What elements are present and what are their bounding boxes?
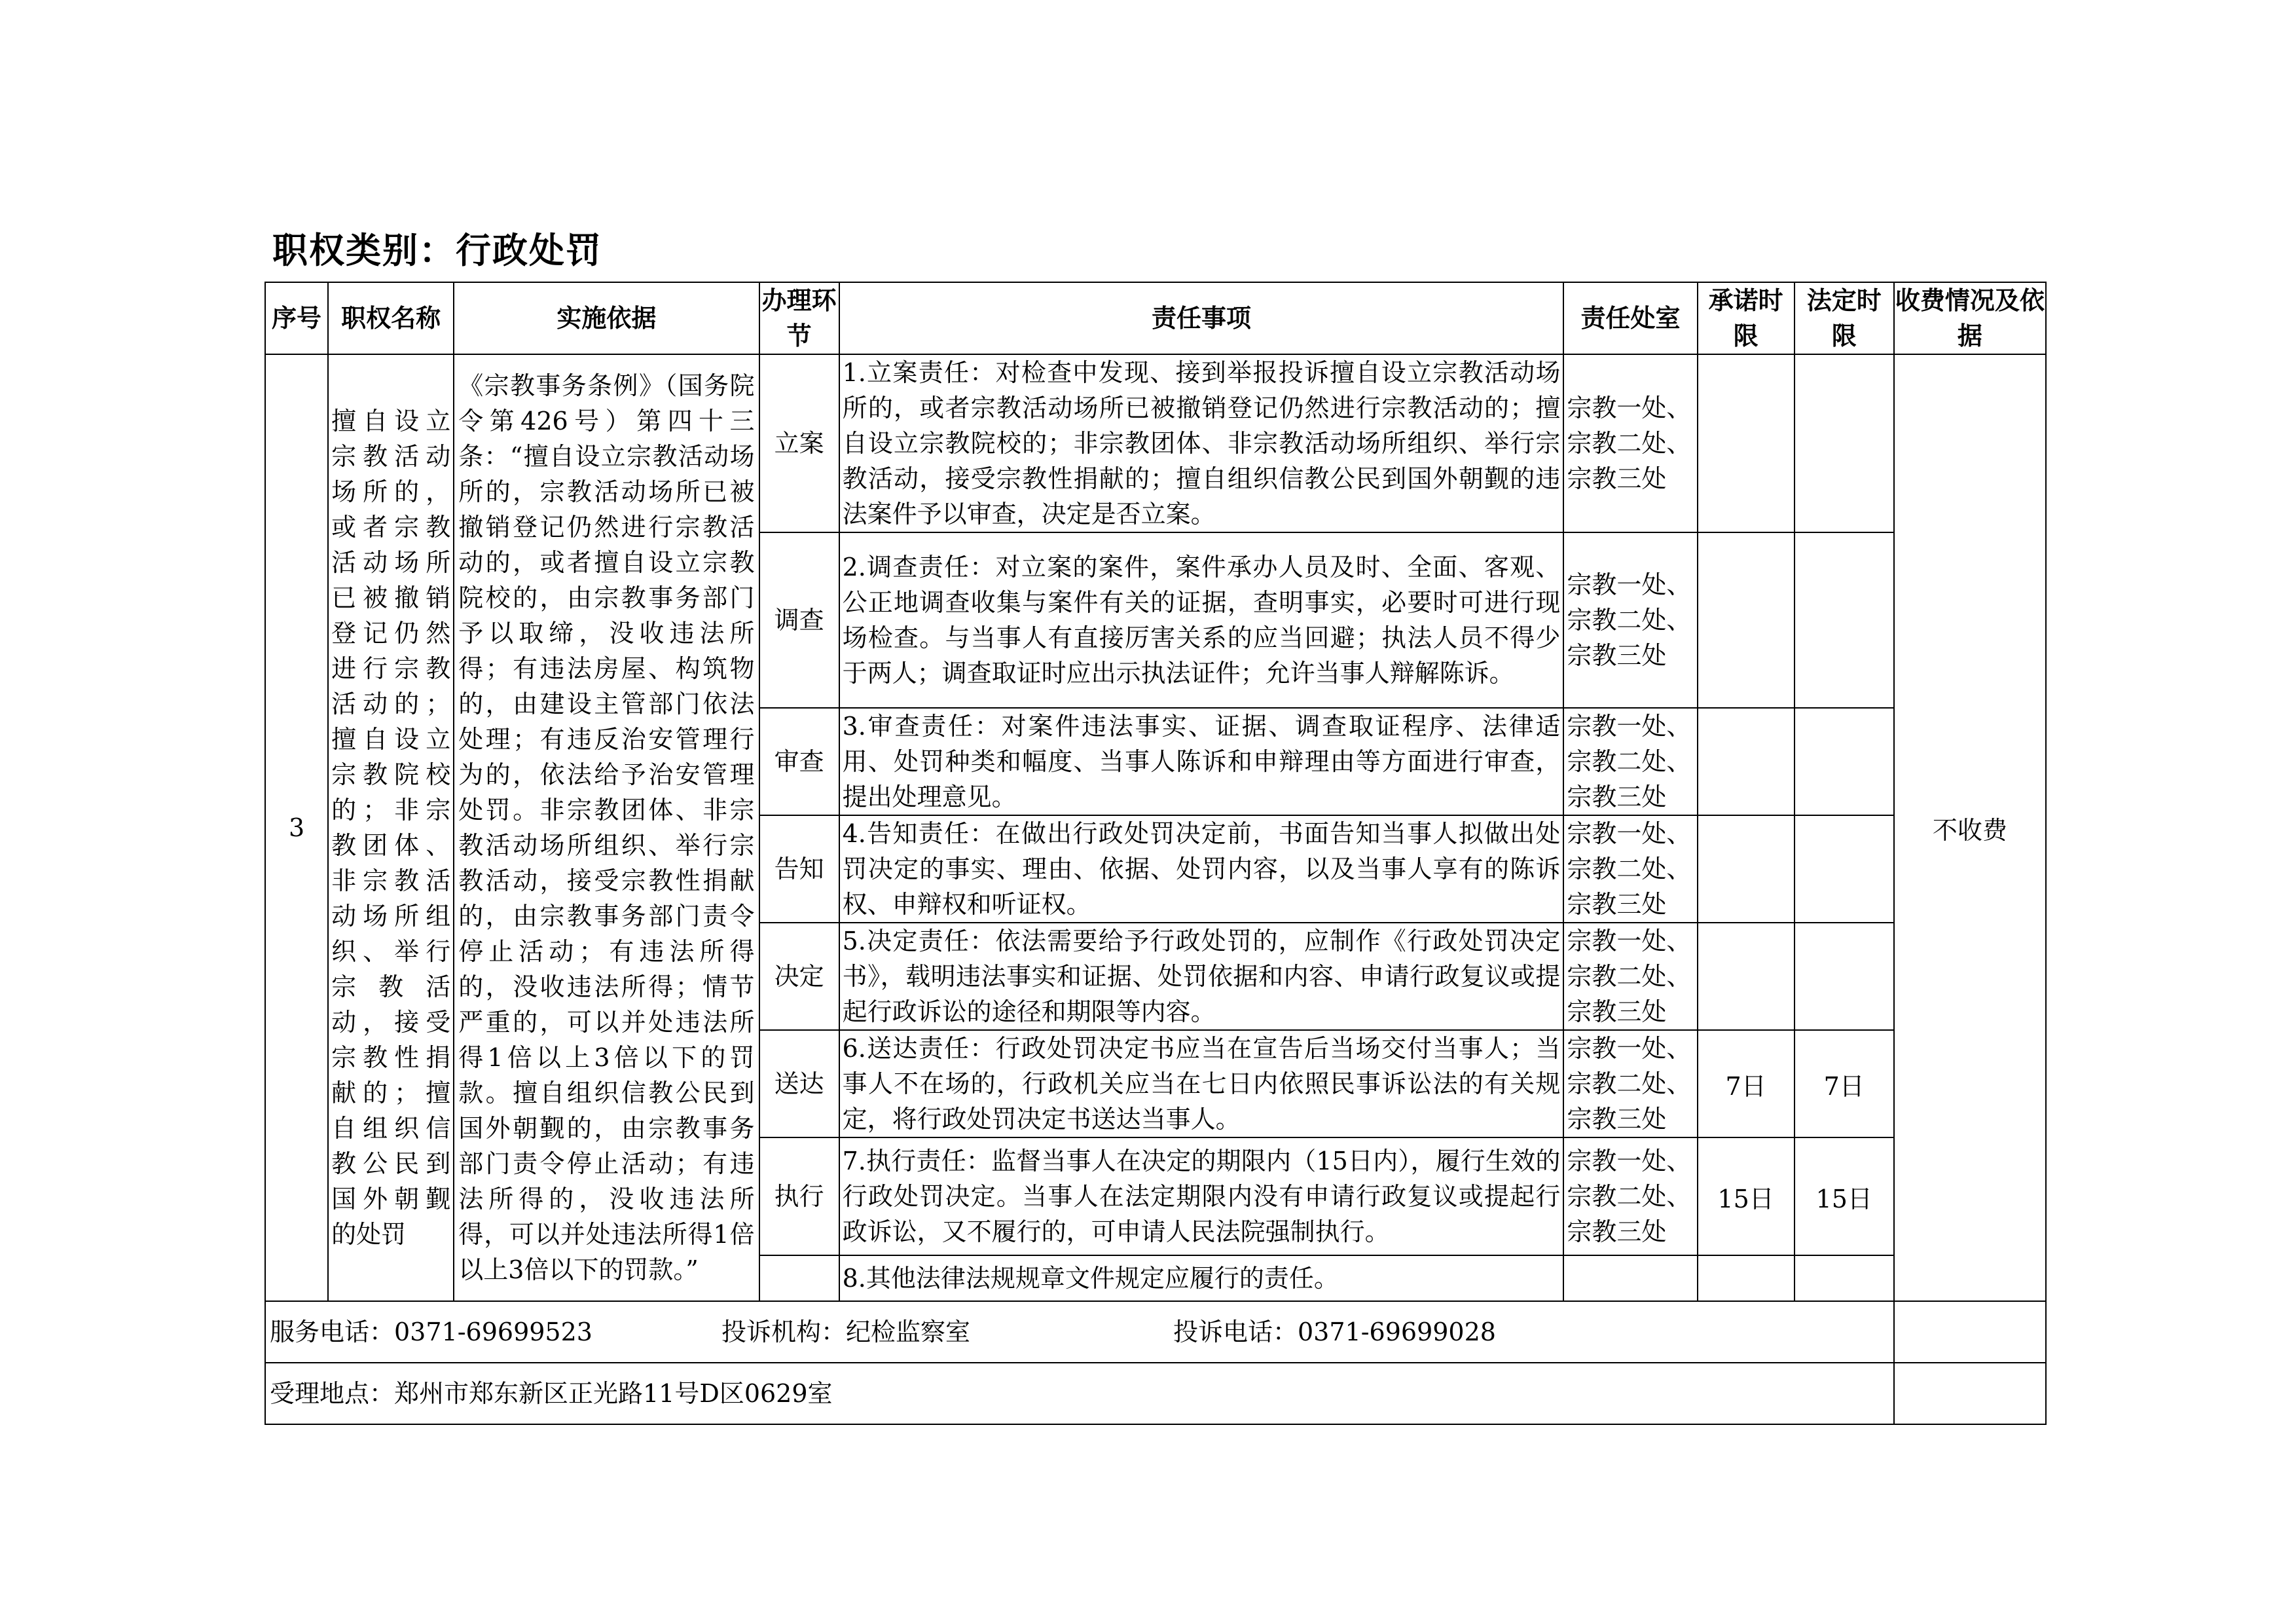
stage-label: [759, 1255, 839, 1301]
promised-limit: [1698, 708, 1795, 815]
footer-empty-cell: [1894, 1363, 2046, 1424]
header-item: 责任事项: [839, 282, 1564, 354]
footer-contact-row: [265, 1301, 2046, 1363]
footer-address-row: [265, 1363, 2046, 1424]
promised-limit: [1698, 532, 1795, 708]
authority-name: 擅自设立宗教活动场所的，或者宗教活动场所已被撤销登记仍然进行宗教活动的；擅自设立宗教院校的；非宗教团体、非宗教活动场所组织、举行宗教活动，接受宗教性捐献的；擅自组织信教公民到国外朝觐的处罚: [328, 354, 454, 1301]
responsible-office: 宗教一处、 宗教二处、 宗教三处: [1563, 1030, 1697, 1137]
stage-label: 执行: [759, 1137, 839, 1255]
stage-label: 调查: [759, 532, 839, 708]
header-stage: 办理环节: [759, 282, 839, 354]
stage-label: 告知: [759, 815, 839, 923]
responsibility-item: 4.告知责任：在做出行政处罚决定前，书面告知当事人拟做出处罚决定的事实、理由、依据、处罚内容，以及当事人享有的陈诉权、申辩权和听证权。: [839, 815, 1564, 923]
promised-limit: 7日: [1698, 1030, 1795, 1137]
legal-limit: [1795, 532, 1894, 708]
responsible-office: 宗教一处、 宗教二处、 宗教三处: [1563, 1137, 1697, 1255]
responsible-office: 宗教一处、 宗教二处、 宗教三处: [1563, 354, 1697, 532]
complaint-phone: 投诉电话：0371-69699028: [1173, 1318, 1496, 1346]
promised-limit: 15日: [1698, 1137, 1795, 1255]
responsibility-item: 1.立案责任：对检查中发现、接到举报投诉擅自设立宗教活动场所的，或者宗教活动场所已被撤销登记仍然进行宗教活动的；擅自设立宗教院校的；非宗教团体、非宗教活动场所组织、举行宗教活动，接受宗教性捐献的；擅自组织信教公民到国外朝觐的违法案件予以审查，决定是否立案。: [839, 354, 1564, 532]
header-seq: 序号: [265, 282, 328, 354]
stage-label: 决定: [759, 923, 839, 1030]
stage-label: 立案: [759, 354, 839, 532]
address-info: 受理地点：郑州市郑东新区正光路11号D区0629室: [265, 1363, 1894, 1424]
header-promised-limit: 承诺时限: [1698, 282, 1795, 354]
stage-label: 送达: [759, 1030, 839, 1137]
footer-empty-cell: [1894, 1301, 2046, 1363]
responsibility-item: 7.执行责任：监督当事人在决定的期限内（15日内），履行生效的行政处罚决定。当事人在法定期限内没有申请行政复议或提起行政诉讼，又不履行的，可申请人民法院强制执行。: [839, 1137, 1564, 1255]
header-fee: 收费情况及依据: [1894, 282, 2046, 354]
legal-limit: [1795, 1255, 1894, 1301]
responsibility-item: 2.调查责任：对立案的案件，案件承办人员及时、全面、客观、公正地调查收集与案件有关的证据，查明事实，必要时可进行现场检查。与当事人有直接厉害关系的应当回避；执法人员不得少于两人；调查取证时应出示执法证件；允许当事人辩解陈诉。: [839, 532, 1564, 708]
header-basis: 实施依据: [454, 282, 759, 354]
responsible-office: 宗教一处、 宗教二处、 宗教三处: [1563, 708, 1697, 815]
legal-limit: [1795, 708, 1894, 815]
legal-limit: [1795, 354, 1894, 532]
legal-limit: 15日: [1795, 1137, 1894, 1255]
legal-basis: 《宗教事务条例》（国务院令第426号）第四十三条：“擅自设立宗教活动场所的，宗教活动场所已被撤销登记仍然进行宗教活动的，或者擅自设立宗教院校的，由宗教事务部门予以取缔，没收违法所得；有违法房屋、构筑物的，由建设主管部门依法处理；有违反治安管理行为的，依法给予治安管理处罚。非宗教团体、非宗教活动场所组织、举行宗教活动，接受宗教性捐献的，由宗教事务部门责令停止活动；有违法所得的，没收违法所得；情节严重的，可以并处违法所得1倍以上3倍以下的罚款。擅自组织信教公民到国外朝觐的，由宗教事务部门责令停止活动；有违法所得的，没收违法所得，可以并处违法所得1倍以上3倍以下的罚款。”: [454, 354, 759, 1301]
stage-label: 审查: [759, 708, 839, 815]
fee-status: 不收费: [1894, 354, 2046, 1301]
page-title: 职权类别：行政处罚: [272, 230, 602, 271]
promised-limit: [1698, 923, 1795, 1030]
authority-table: [264, 282, 2047, 1425]
contact-info: [265, 1301, 1894, 1363]
responsible-office: [1563, 1255, 1697, 1301]
promised-limit: [1698, 354, 1795, 532]
legal-limit: [1795, 923, 1894, 1030]
table-header-row: [265, 282, 2046, 354]
record-seq: 3: [265, 354, 328, 1301]
responsibility-item: 3.审查责任：对案件违法事实、证据、调查取证程序、法律适用、处罚种类和幅度、当事人陈诉和申辩理由等方面进行审查，提出处理意见。: [839, 708, 1564, 815]
responsible-office: 宗教一处、 宗教二处、 宗教三处: [1563, 532, 1697, 708]
responsibility-item: 5.决定责任：依法需要给予行政处罚的，应制作《行政处罚决定书》，载明违法事实和证据、处罚依据和内容、申请行政复议或提起行政诉讼的途径和期限等内容。: [839, 923, 1564, 1030]
header-legal-limit: 法定时限: [1795, 282, 1894, 354]
header-name: 职权名称: [328, 282, 454, 354]
responsibility-item: 8.其他法律法规规章文件规定应履行的责任。: [839, 1255, 1564, 1301]
responsible-office: 宗教一处、 宗教二处、 宗教三处: [1563, 923, 1697, 1030]
complaint-org: 投诉机构：纪检监察室: [721, 1318, 971, 1346]
service-phone: 服务电话：0371-69699523: [270, 1318, 592, 1346]
responsibility-item: 6.送达责任：行政处罚决定书应当在宣告后当场交付当事人；当事人不在场的，行政机关应当在七日内依照民事诉讼法的有关规定，将行政处罚决定书送达当事人。: [839, 1030, 1564, 1137]
promised-limit: [1698, 1255, 1795, 1301]
table-row: [265, 354, 2046, 532]
legal-limit: 7日: [1795, 1030, 1894, 1137]
promised-limit: [1698, 815, 1795, 923]
header-office: 责任处室: [1563, 282, 1697, 354]
responsible-office: 宗教一处、 宗教二处、 宗教三处: [1563, 815, 1697, 923]
legal-limit: [1795, 815, 1894, 923]
